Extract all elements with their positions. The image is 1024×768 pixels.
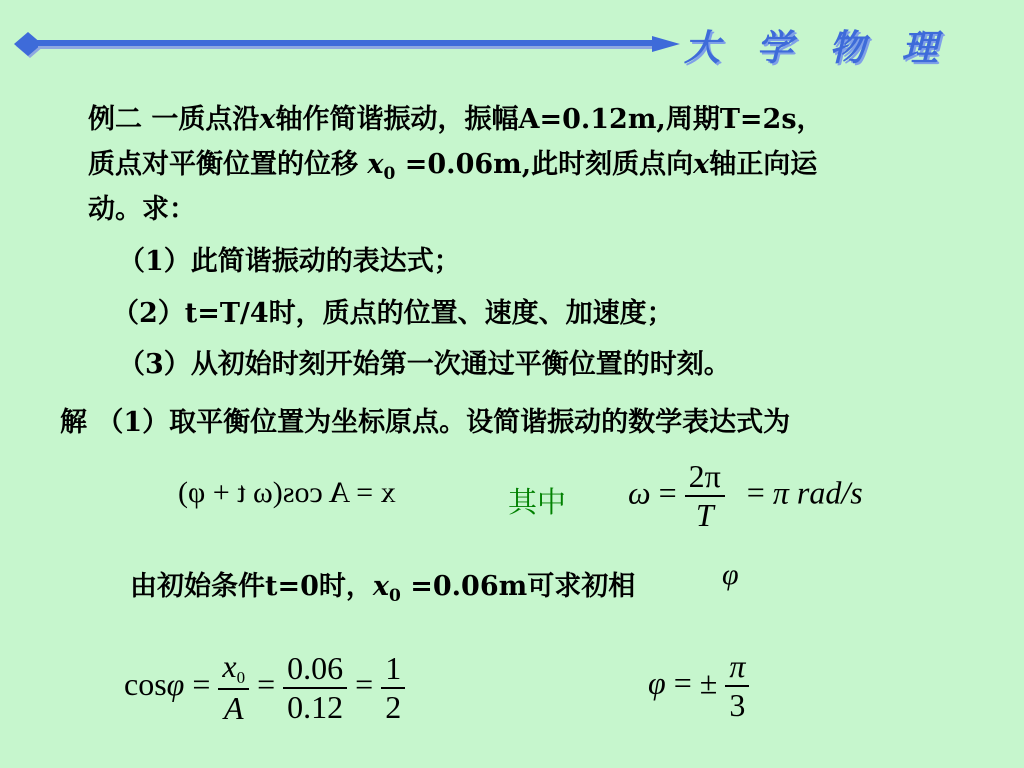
numerator-006: 0.06	[283, 650, 347, 689]
var-x0: x	[372, 571, 389, 602]
plus-minus-sign: ±	[699, 664, 718, 701]
numerator-pi: π	[725, 648, 749, 687]
equals-sign: =	[673, 664, 692, 701]
qizhong-label: 其中	[508, 485, 567, 519]
numerator-1: 1	[381, 650, 405, 689]
fraction-1-over-2	[381, 650, 405, 726]
initial-text: 由初始条件t=0时，	[130, 571, 373, 602]
equals-sign: =	[746, 474, 765, 511]
fraction-x0-over-A	[218, 648, 249, 727]
question-2: （2）t=T/4时，质点的位置、速度、加速度；	[112, 298, 674, 329]
shm-formula-text: x = A cos(ω t + φ)	[178, 476, 396, 509]
denominator-A: A	[223, 690, 244, 726]
initial-condition-line	[130, 565, 635, 618]
numerator-2pi: 2π	[685, 458, 725, 497]
problem-text: =0.06m,此时刻质点向	[395, 149, 694, 180]
omega-formula	[628, 458, 863, 534]
cos-phi-formula	[124, 648, 405, 727]
question-1: （1）此简谐振动的表达式；	[118, 246, 461, 277]
header-arrow-line	[12, 26, 692, 66]
phi-result-formula	[648, 648, 749, 724]
equals-sign: =	[192, 665, 211, 702]
denominator-3: 3	[729, 687, 746, 723]
denominator-012: 0.12	[287, 688, 344, 725]
question-3: （3）从初始时刻开始第一次通过平衡位置的时刻。	[118, 349, 731, 380]
problem-text: 质点对平衡位置的位移	[88, 149, 368, 180]
equals-sign: =	[658, 474, 677, 511]
subscript-0: 0	[383, 164, 396, 184]
header-title: 大 学 物 理	[684, 28, 950, 69]
problem-line-3: 动。求：	[88, 194, 196, 225]
fraction-2pi-over-T	[685, 458, 725, 534]
pi-symbol: π	[772, 474, 789, 511]
problem-line-1	[88, 98, 824, 142]
denominator-T: T	[695, 497, 714, 533]
cos-text: cos	[124, 665, 167, 702]
fraction-pi-over-3	[725, 648, 749, 724]
unit-rad-per-s: rad/s	[796, 474, 863, 511]
subscript-0: 0	[389, 586, 401, 606]
var-x0: x	[367, 149, 384, 180]
initial-text: =0.06m可求初相	[400, 571, 636, 602]
var-x: x	[693, 149, 710, 180]
phi-symbol: φ	[166, 665, 185, 702]
subscript-0: 0	[236, 668, 246, 687]
equals-sign: =	[355, 665, 374, 702]
problem-line-2	[88, 143, 817, 196]
solution-line-1: 解 （1）取平衡位置为坐标原点。设简谐振动的数学表达式为	[60, 407, 791, 438]
problem-text: 轴作简谐振动，振幅A=0.12m,周期T=2s，	[275, 104, 824, 135]
problem-text: 轴正向运	[709, 149, 818, 180]
equals-sign: =	[257, 665, 276, 702]
phi-symbol: φ	[722, 558, 739, 591]
denominator-2: 2	[385, 688, 402, 725]
numerator-x: x	[222, 648, 237, 684]
var-x: x	[259, 104, 276, 135]
omega-symbol: ω	[628, 474, 651, 511]
problem-text: 例二 一质点沿	[88, 104, 260, 135]
arrow-head-icon	[652, 36, 680, 52]
phi-symbol: φ	[648, 664, 666, 701]
shm-formula	[178, 476, 396, 510]
fraction-006-over-012	[283, 650, 347, 726]
